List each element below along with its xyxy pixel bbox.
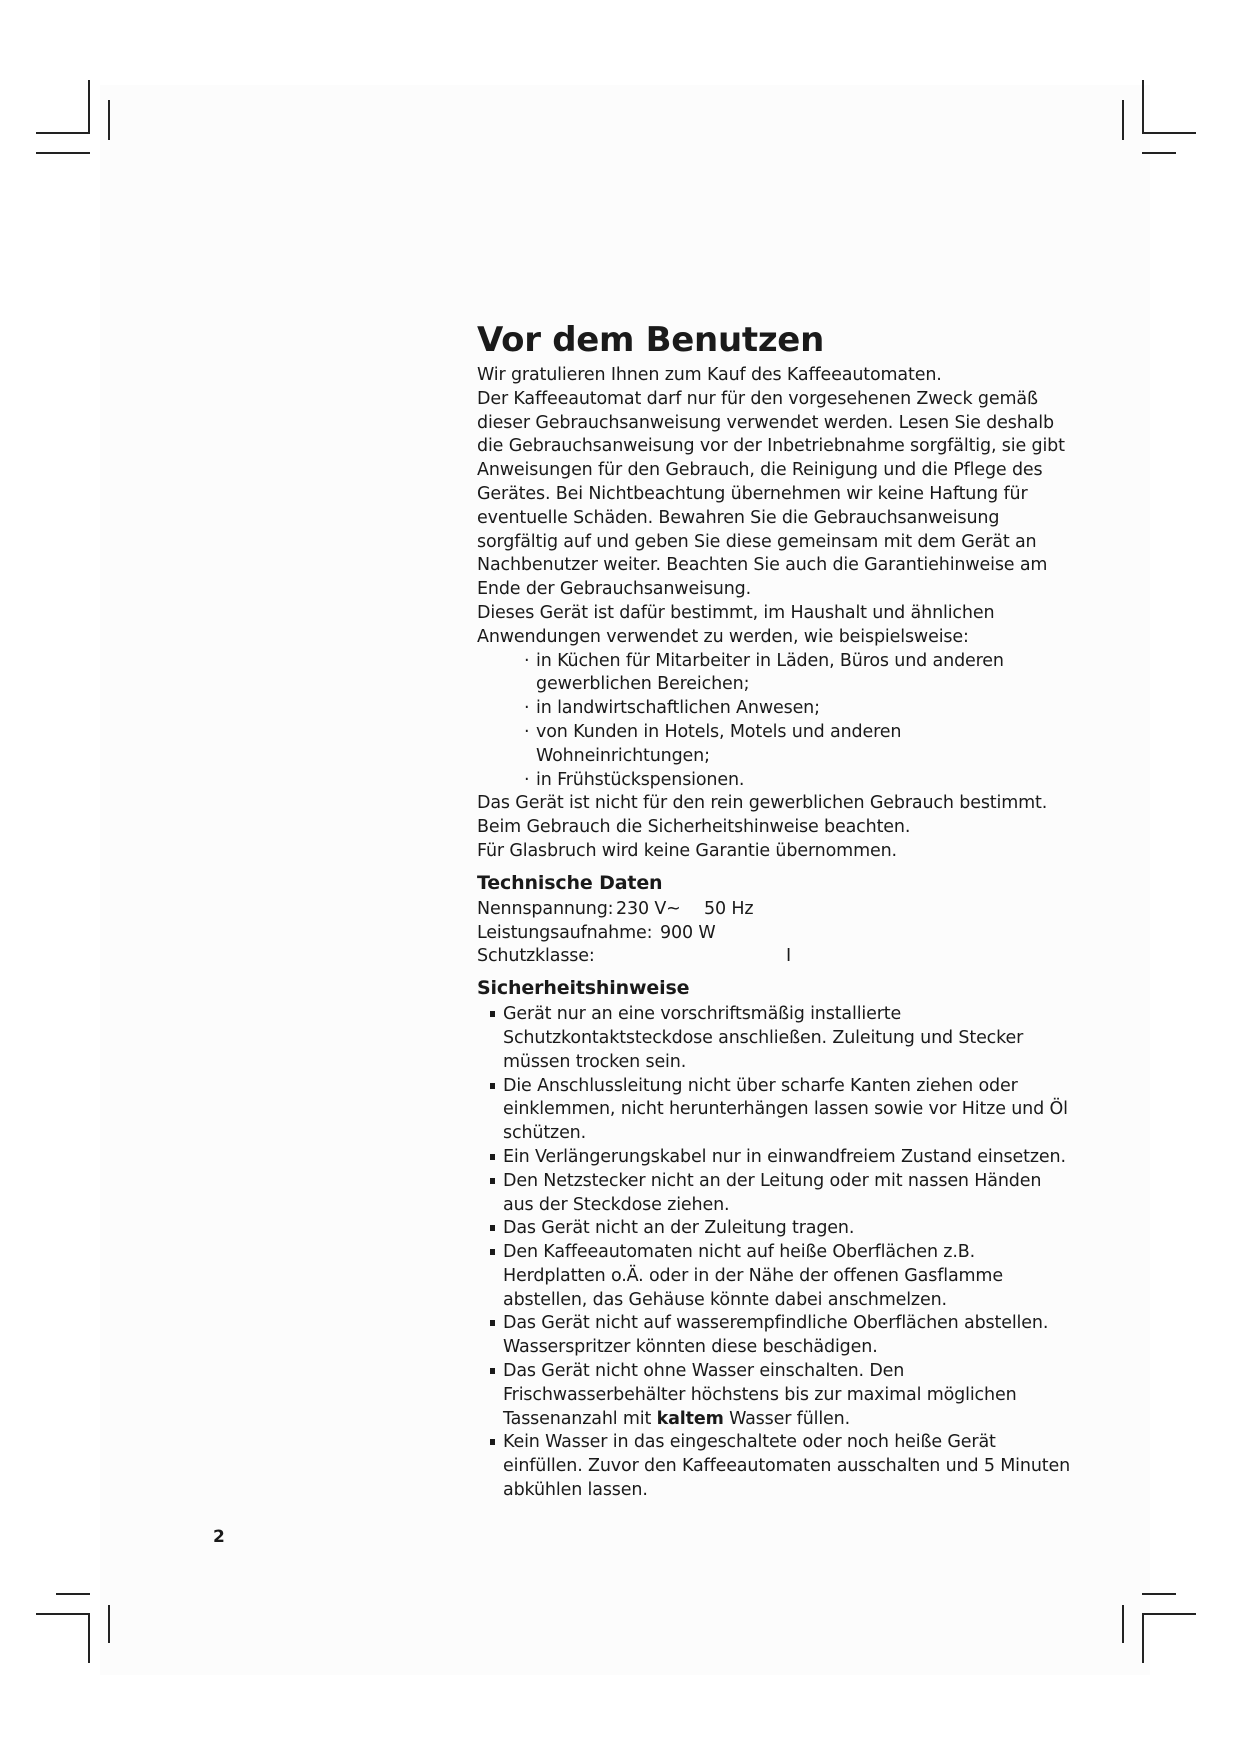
- square-bullet-icon: [490, 1011, 495, 1017]
- intro-paragraph: Der Kaffeeautomat darf nur für den vorgesehenen Zweck gemäß dieser Gebrauchsanweisung verwendet werden. Lesen Sie deshalb die Gebrauchsanweisung vor der Inbetriebnahme sorgfältig, sie gibt Anweisungen für den Gebrauch, die Reinigung und die Pflege des Gerätes. Bei Nichtbeachtung übernehmen wir keine Haftung für eventuelle Schäden. Bewahren Sie die Gebrauchsanweisung sorgfältig auf und geben Sie diese gemeinsam mit dem Gerät an Nachbenutzer weiter. Beachten Sie auch die Garantiehinweise am Ende der Gebrauchsanweisung.: [477, 388, 1065, 600]
- safety-heading: Sicherheitshinweise: [477, 977, 690, 1000]
- square-bullet-icon: [490, 1320, 495, 1326]
- crop-mark: [1122, 1605, 1124, 1643]
- list-item: [490, 1217, 1077, 1241]
- bullet-dot-icon: ·: [524, 769, 530, 790]
- square-bullet-icon: [490, 1249, 495, 1255]
- list-item: [524, 650, 1077, 698]
- crop-mark: [88, 1615, 90, 1663]
- safety-list: [477, 1003, 1077, 1503]
- note-paragraph: Für Glasbruch wird keine Garantie übernommen.: [477, 840, 897, 861]
- list-item-text: in Küchen für Mitarbeiter in Läden, Büros und anderen gewerblichen Bereichen;: [536, 650, 1004, 695]
- technical-data-heading: Technische Daten: [477, 871, 663, 894]
- crop-mark: [1142, 80, 1144, 132]
- square-bullet-icon: [490, 1154, 495, 1160]
- list-item-text: Den Kaffeeautomaten nicht auf heiße Oberflächen z.B. Herdplatten o.Ä. oder in der Nähe der offenen Gasflamme abstellen, das Gehäuse könnte dabei anschmelzen.: [503, 1242, 1003, 1310]
- crop-mark: [88, 80, 90, 132]
- list-item-text: Gerät nur an eine vorschriftsmäßig installierte Schutzkontaktsteckdose anschließen. Zuleitung und Stecker müssen trocken sein.: [503, 1004, 1024, 1072]
- list-item: [490, 1170, 1077, 1218]
- page-title: Vor dem Benutzen: [477, 320, 824, 360]
- voltage-row: [477, 898, 1077, 922]
- list-item-text: Kein Wasser in das eingeschaltete oder noch heiße Gerät einfüllen. Zuvor den Kaffeeautomaten ausschalten und 5 Minuten abkühlen lassen.: [503, 1432, 1071, 1501]
- crop-mark: [1142, 152, 1176, 154]
- list-item-text: in landwirtschaftlichen Anwesen;: [536, 698, 820, 719]
- square-bullet-icon: [490, 1439, 495, 1445]
- list-item-text: Das Gerät nicht an der Zuleitung tragen.: [503, 1218, 855, 1239]
- list-item: [490, 1241, 1077, 1312]
- square-bullet-icon: [490, 1368, 495, 1374]
- list-item: [524, 769, 1077, 793]
- list-item-text: Den Netzstecker nicht an der Leitung oder mit nassen Händen aus der Steckdose ziehen.: [503, 1170, 1042, 1215]
- crop-mark: [36, 132, 90, 134]
- list-item-text: Das Gerät nicht auf wasserempfindliche Oberflächen abstellen. Wasserspritzer könnten diese beschädigen.: [503, 1313, 1049, 1358]
- intro-paragraph: Dieses Gerät ist dafür bestimmt, im Haushalt und ähnlichen Anwendungen verwendet zu werden, wie beispielsweise:: [477, 602, 995, 647]
- crop-mark: [1142, 1613, 1196, 1615]
- voltage-label: Nennspannung:: [477, 898, 614, 919]
- intro-paragraph: Wir gratulieren Ihnen zum Kauf des Kaffeeautomaten.: [477, 365, 942, 385]
- crop-mark: [1142, 1593, 1176, 1595]
- bullet-dot-icon: ·: [524, 650, 530, 671]
- power-row: [477, 922, 1077, 946]
- list-item: [524, 721, 1077, 769]
- list-item-text: Wasser füllen.: [723, 1408, 851, 1429]
- bullet-dot-icon: ·: [524, 698, 530, 719]
- usage-list: [477, 650, 1077, 793]
- crop-mark: [108, 100, 110, 140]
- crop-mark: [1142, 132, 1196, 134]
- square-bullet-icon: [490, 1178, 495, 1184]
- protection-class-label: Schutzklasse:: [477, 946, 595, 967]
- list-item-text: von Kunden in Hotels, Motels und anderen Wohneinrichtungen;: [536, 721, 902, 766]
- list-item: [490, 1312, 1077, 1360]
- crop-mark: [36, 152, 90, 154]
- list-item-text: Ein Verlängerungskabel nur in einwandfreiem Zustand einsetzen.: [503, 1146, 1066, 1167]
- bullet-dot-icon: ·: [524, 721, 530, 742]
- square-bullet-icon: [490, 1083, 495, 1089]
- emphasis-text: kaltem: [656, 1408, 724, 1429]
- crop-mark: [1122, 100, 1124, 140]
- list-item: [490, 1360, 1077, 1431]
- crop-mark: [36, 1613, 90, 1615]
- frequency-value: 50 Hz: [704, 898, 754, 919]
- crop-mark: [1142, 1615, 1144, 1663]
- power-value: 900 W: [660, 922, 716, 943]
- protection-class-row: [477, 945, 1077, 969]
- list-item: [490, 1075, 1077, 1146]
- square-bullet-icon: [490, 1225, 495, 1231]
- list-item-text: in Frühstückspensionen.: [536, 769, 745, 790]
- main-content: [477, 318, 1077, 1503]
- power-label: Leistungsaufnahme:: [477, 922, 653, 943]
- crop-mark: [108, 1605, 110, 1643]
- note-paragraph: Das Gerät ist nicht für den rein gewerblichen Gebrauch bestimmt.: [477, 793, 1048, 814]
- protection-class-value: I: [786, 946, 792, 967]
- note-paragraph: Beim Gebrauch die Sicherheitshinweise beachten.: [477, 817, 911, 838]
- voltage-value: 230 V~: [616, 898, 681, 919]
- list-item: [490, 1431, 1077, 1502]
- list-item: [490, 1003, 1077, 1074]
- list-item-text: Die Anschlussleitung nicht über scharfe Kanten ziehen oder einklemmen, nicht herunterhängen lassen sowie vor Hitze und Öl schützen.: [503, 1075, 1068, 1144]
- list-item: [524, 697, 1077, 721]
- list-item-text: Das Gerät nicht ohne Wasser einschalten. Den Frischwasserbehälter höchstens bis zur maximal möglichen Tassenanzahl mit: [503, 1361, 1017, 1429]
- crop-mark: [56, 1593, 90, 1595]
- page-number: 2: [213, 1527, 225, 1547]
- list-item: [490, 1146, 1077, 1170]
